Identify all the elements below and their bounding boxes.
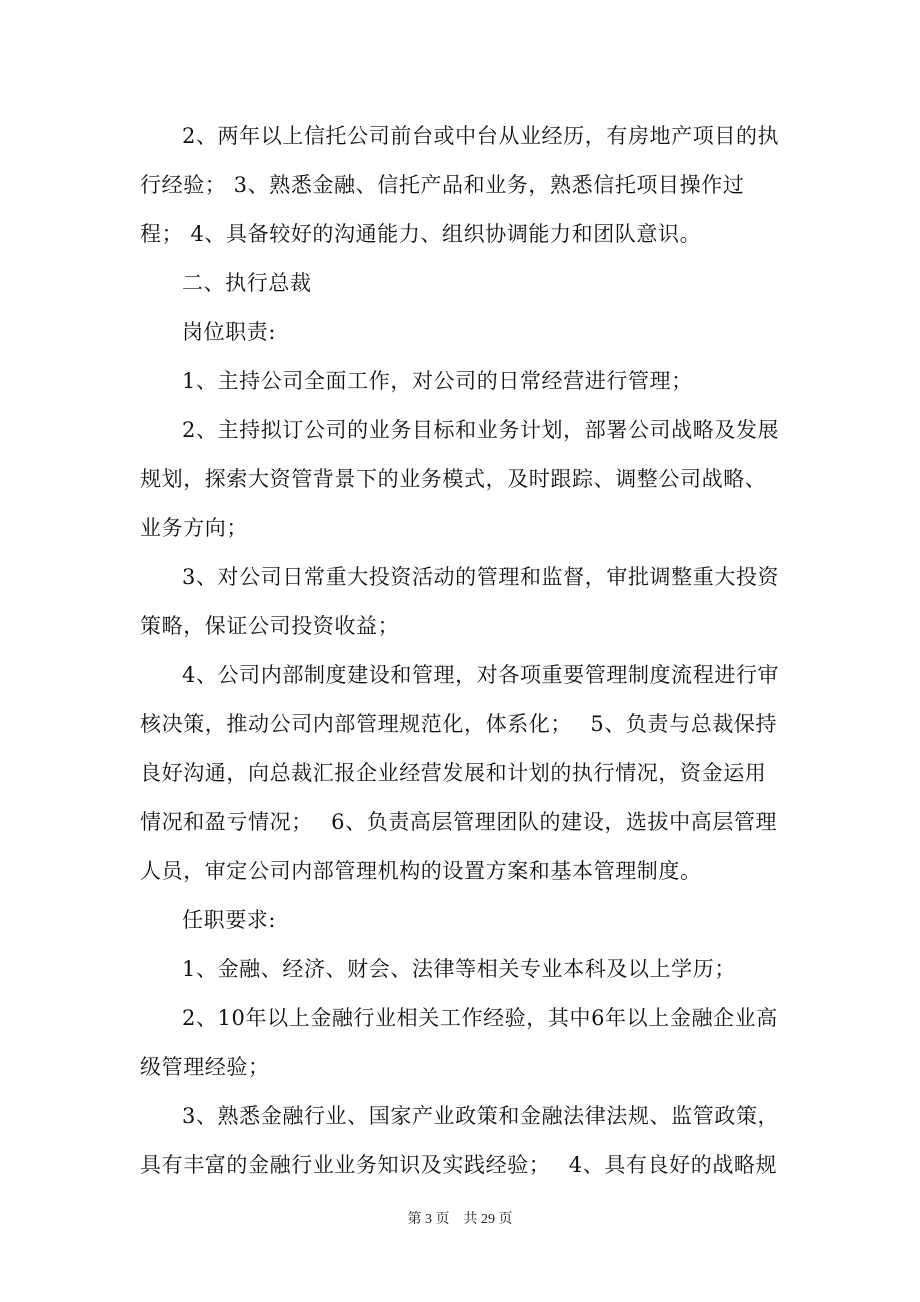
document-body <box>140 112 782 1190</box>
duty-item-2: 2、主持拟订公司的业务目标和业务计划，部署公司战略及发展规划，探索大资管背景下的业务模式，及时跟踪、调整公司战略、业务方向； <box>140 418 780 540</box>
subheading-job-duties: 岗位职责: <box>182 320 277 344</box>
paragraph-experience-requirements: 2、两年以上信托公司前台或中台从业经历，有房地产项目的执行经验； 3、熟悉金融、信托产品和业务，熟悉信托项目操作过程； 4、具备较好的沟通能力、组织协调能力和团队意识。 <box>140 124 780 246</box>
section-heading-executive-president: 二、执行总裁 <box>182 271 312 295</box>
page-number-footer: 第 3 页 共 29 页 <box>407 1212 513 1227</box>
requirement-item-3-4: 3、熟悉金融行业、国家产业政策和金融法律法规、监管政策，具有丰富的金融行业业务知识及实践经验； 4、具有良好的战略规 <box>140 1104 780 1177</box>
requirement-item-2: 2、10年以上金融行业相关工作经验，其中6年以上金融企业高级管理经验； <box>140 1006 778 1079</box>
duty-item-4-5-6: 4、公司内部制度建设和管理，对各项重要管理制度流程进行审核决策，推动公司内部管理规范化，体系化； 5、负责与总裁保持良好沟通，向总裁汇报企业经营发展和计划的执行情况，资金运用情况和盈亏情况； 6、负责高层管理团队的建设，选拔中高层管理人员，审定公司内部管理机构的设置方案和基本管理制度。 <box>140 663 780 883</box>
duty-item-1: 1、主持公司全面工作，对公司的日常经营进行管理； <box>182 369 693 393</box>
duty-item-3: 3、对公司日常重大投资活动的管理和监督，审批调整重大投资策略，保证公司投资收益； <box>140 565 780 638</box>
requirement-item-1: 1、金融、经济、财会、法律等相关专业本科及以上学历； <box>182 957 736 981</box>
subheading-job-requirements: 任职要求: <box>182 908 277 932</box>
